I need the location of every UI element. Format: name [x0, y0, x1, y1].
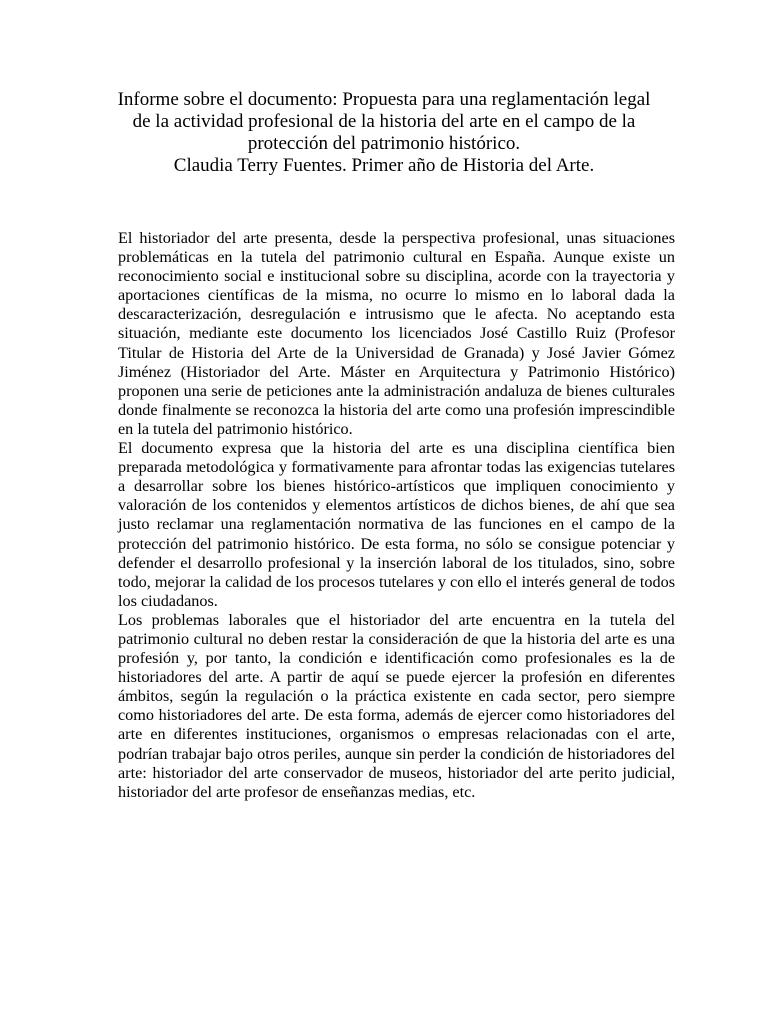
body-paragraph-3: Los problemas laborales que el historiador del arte encuentra en la tutela del patrimonio cultural no deben restar la consideración de que la historia del arte es una profesión y, por tanto, la condición e identificación como profesionales es la de historiadores del arte. A partir de aquí se puede ejercer la profesión en diferentes ámbitos, según la regulación o la práctica existente en cada sector, pero siempre como historiadores del arte. De esta forma, además de ejercer como historiadores del arte en diferentes instituciones, organismos o empresas relacionadas con el arte, podrían trabajar bajo otros periles, aunque sin perder la condición de historiadores del arte: historiador del arte conservador de museos, historiador del arte perito judicial, historiador del arte profesor de enseñanzas medias, etc. — [118, 610, 675, 801]
title-line-3: protección del patrimonio histórico. — [247, 133, 521, 154]
body-paragraph-2: El documento expresa que la historia del arte es una disciplina científica bien preparada metodológica y formativamente para afrontar todas las exigencias tutelares a desarrollar sobre los bienes histórico-artísticos que impliquen conocimiento y valoración de los contenidos y elementos artísticos de dichos bienes, de ahí que sea justo reclamar una reglamentación normativa de las funciones en el campo de la protección del patrimonio histórico. De esta forma, no sólo se consigue potenciar y defender el desarrollo profesional y la inserción laboral de los titulados, sino, sobre todo, mejorar la calidad de los procesos tutelares y con ello el interés general de todos los ciudadanos. — [118, 439, 675, 610]
document-body — [118, 229, 675, 802]
title-line-2: de la actividad profesional de la historia del arte en el campo de la — [132, 111, 636, 132]
body-paragraph-1: El historiador del arte presenta, desde la perspectiva profesional, unas situaciones problemáticas en la tutela del patrimonio cultural en España. Aunque existe un reconocimiento social e institucional sobre su disciplina, acorde con la trayectoria y aportaciones científicas de la misma, no ocurre lo mismo en lo laboral dada la descaracterización, desregulación e intrusismo que le afecta. No aceptando esta situación, mediante este documento los licenciados José Castillo Ruiz (Profesor Titular de Historia del Arte de la Universidad de Granada) y José Javier Gómez Jiménez (Historiador del Arte. Máster en Arquitectura y Patrimonio Histórico) proponen una serie de peticiones ante la administración andaluza de bienes culturales donde finalmente se reconozca la historia del arte como una profesión imprescindible en la tutela del patrimonio histórico. — [118, 229, 675, 438]
document-title — [82, 89, 686, 177]
title-line-1: Informe sobre el documento: Propuesta para una reglamentación legal — [117, 89, 651, 110]
title-author-line: Claudia Terry Fuentes. Primer año de Historia del Arte. — [173, 155, 595, 176]
